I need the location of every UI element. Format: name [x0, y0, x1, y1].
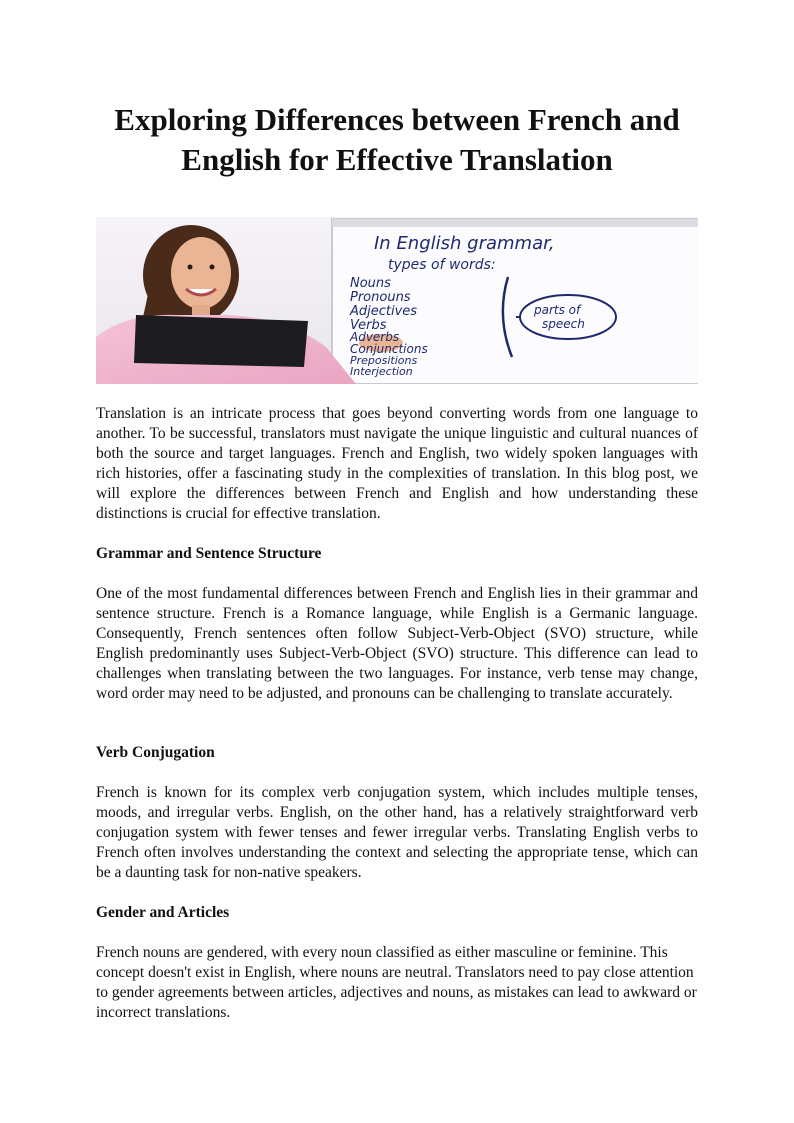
section-body-grammar: One of the most fundamental differences between French and English lies in their grammar and sentence structure. French is a Romance language, while English is a Germanic language. Consequently, French sentences often follow Subject-Verb-Object (SVO) structure, while English predominantly uses Subject-Verb-Object (SVO) structure. This difference can lead to challenges when translating between the two languages. For instance, verb tense may change, word order may need to be adjusted, and pronouns can be challenging to translate accurately. — [96, 585, 698, 703]
section-heading-grammar: Grammar and Sentence Structure — [96, 545, 322, 562]
section-heading-gender: Gender and Articles — [96, 904, 230, 921]
whiteboard-top-rail — [332, 219, 698, 227]
section-heading-verb-conjugation: Verb Conjugation — [96, 744, 215, 761]
board-word-2: Pronouns — [350, 290, 411, 305]
hero-illustration — [96, 217, 698, 384]
intro-paragraph: Translation is an intricate process that goes beyond converting words from one language to another. To be successful, translators must navigate the unique linguistic and cultural nuances of both the source and target languages. French and English, two widely spoken languages with rich histories, offer a fascinating study in the complexities of translation. In this blog post, we will explore the differences between French and English and how understanding these distinctions is crucial for effective translation. — [96, 405, 698, 523]
board-word-6: Conjunctions — [350, 342, 428, 356]
bubble-line-1: parts of — [534, 303, 581, 317]
board-word-4: Verbs — [350, 318, 387, 333]
hero-image — [96, 217, 698, 384]
title-line-1: Exploring Differences between French and — [114, 102, 680, 137]
board-word-7: Prepositions — [350, 354, 418, 367]
bubble-line-2: speech — [542, 317, 585, 331]
board-word-5: Adverbs — [350, 330, 400, 344]
board-title-line2: types of words: — [388, 257, 496, 273]
board-title-line1: In English grammar, — [374, 233, 555, 254]
section-body-verb-conjugation: French is known for its complex verb conjugation system, which includes multiple tenses, moods, and irregular verbs. English, on the other hand, has a relatively straightforward verb conjugation system with fewer tenses and fewer irregular verbs. Translating English verbs to French often involves understanding the context and selecting the appropriate tense, which can be a daunting task for non-native speakers. — [96, 784, 698, 882]
board-word-3: Adjectives — [350, 304, 418, 319]
board-word-1: Nouns — [350, 276, 391, 291]
title-line-2: English for Effective Translation — [181, 142, 613, 177]
clipboard-shape — [134, 315, 308, 367]
section-body-gender: French nouns are gendered, with every noun classified as either masculine or feminine. This concept doesn't exist in English, where nouns are neutral. Translators need to pay close attention to gender agreements between articles, adjectives and nouns, as mistakes can lead to awkward or incorrect translations. — [96, 944, 697, 1022]
page-title — [60, 100, 734, 180]
face-shape — [171, 237, 231, 309]
board-word-8: Interjection — [350, 365, 413, 378]
